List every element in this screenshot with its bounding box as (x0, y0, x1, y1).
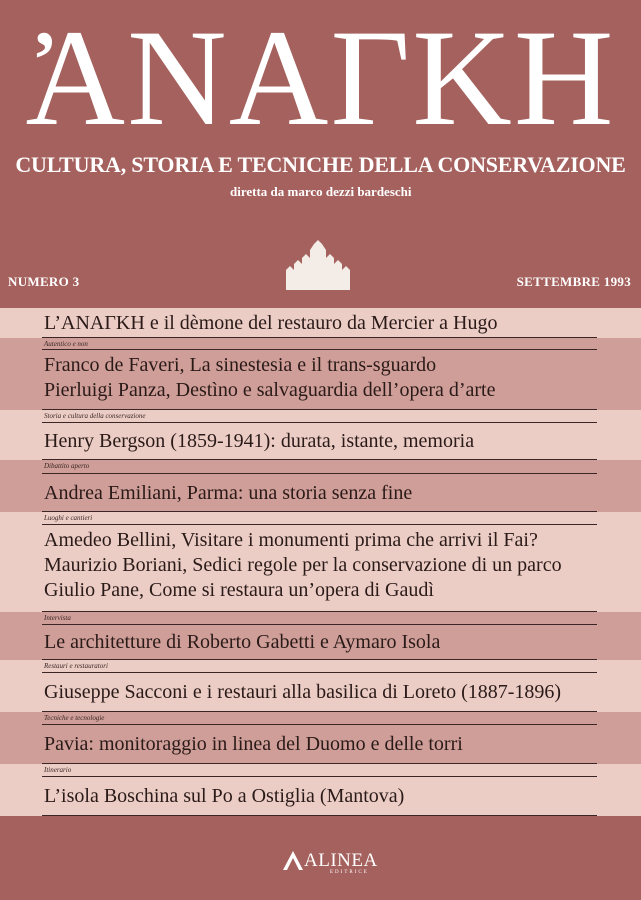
section-divider (42, 459, 597, 460)
section-divider (42, 511, 597, 512)
contents-entry: Giuseppe Sacconi e i restauri alla basilica di Loreto (1887-1896) (44, 681, 562, 703)
section-divider (42, 524, 597, 525)
journal-subtitle: CULTURA, STORIA E TECNICHE DELLA CONSERVAZIONE (15, 152, 626, 177)
section-divider (42, 659, 597, 660)
publisher-logo (282, 848, 392, 882)
section-divider (42, 337, 597, 338)
section-divider (42, 672, 597, 673)
section-label: Storia e cultura della conservazione (44, 412, 146, 420)
contents-entry: Pavia: monitoraggio in linea del Duomo e delle torri (44, 733, 463, 755)
contents-entry: Amedeo Bellini, Visitare i monumenti prima che arrivi il Fai? (44, 529, 538, 551)
contents-entry: Pierluigi Panza, Destìno e salvaguardia dell’opera d’arte (44, 379, 496, 401)
contents-entry: Henry Bergson (1859-1941): durata, istante, memoria (44, 430, 475, 452)
section-label: Luoghi e cantieri (44, 514, 93, 522)
section-divider (42, 763, 597, 764)
section-label: Restauri e restauratori (44, 662, 108, 670)
section-divider (42, 815, 597, 816)
castle-icon (284, 240, 352, 290)
section-divider (42, 711, 597, 712)
section-divider (42, 473, 597, 474)
section-label: Autentico e non (44, 340, 88, 348)
section-label: Tecniche e tecnologie (44, 714, 105, 722)
section-divider (42, 422, 597, 423)
contents-entry: Le architetture di Roberto Gabetti e Aymaro Isola (44, 631, 441, 653)
journal-title: ἈΝΑΓΚΗ (25, 1, 616, 154)
section-label: Dibattito aperto (44, 462, 90, 470)
contents-entry: L’ΑΝΑΓΚΗ e il dèmone del restauro da Mercier a Hugo (44, 312, 498, 334)
section-divider (42, 349, 597, 350)
section-divider (42, 776, 597, 777)
contents-entry: Maurizio Boriani, Sedici regole per la conservazione di un parco (44, 554, 562, 576)
section-divider (42, 409, 597, 410)
section-divider (42, 724, 597, 725)
editor-line: diretta da marco dezzi bardeschi (230, 184, 412, 199)
issue-date: SETTEMBRE 1993 (516, 274, 631, 289)
publisher-name: ALINEA (304, 850, 378, 871)
section-divider (42, 624, 597, 625)
contents-entry: Franco de Faveri, La sinestesia e il trans-sguardo (44, 354, 437, 376)
issue-number: NUMERO 3 (8, 274, 80, 289)
contents-entry: Giulio Pane, Come si restaura un’opera di Gaudì (44, 579, 434, 601)
contents-entry: Andrea Emiliani, Parma: una storia senza fine (44, 482, 413, 504)
publisher-sub: EDITRICE (330, 870, 369, 875)
section-label: Itinerario (44, 766, 72, 774)
section-divider (42, 611, 597, 612)
section-label: Intervista (44, 614, 71, 622)
contents-entry: L’isola Boschina sul Po a Ostiglia (Mantova) (44, 785, 405, 807)
alinea-mark-icon (282, 850, 304, 870)
